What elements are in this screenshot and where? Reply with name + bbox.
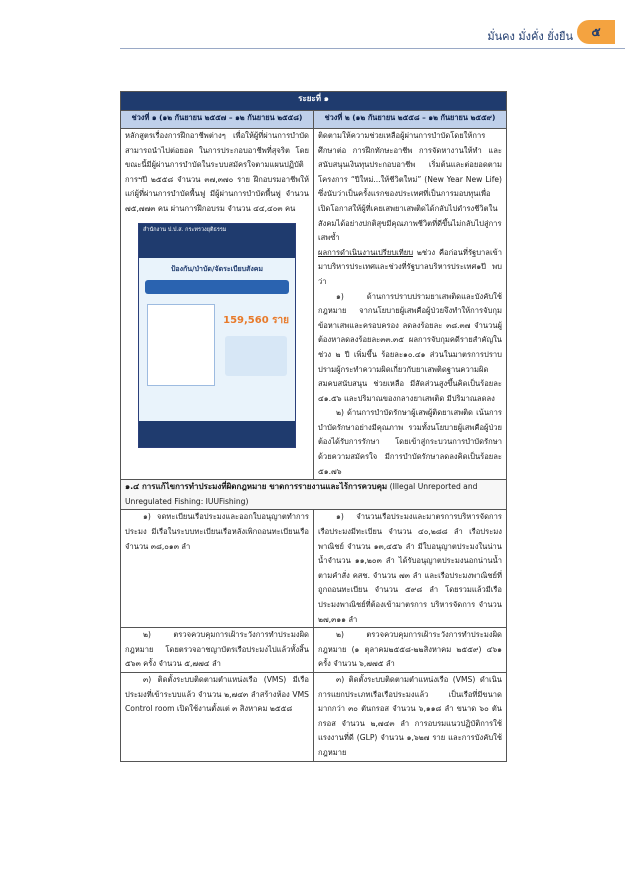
phase-table (120, 91, 507, 762)
item2-col2 (314, 628, 507, 673)
table-row (121, 510, 507, 628)
poster-text-panel (147, 304, 215, 386)
header-slogan: มั่นคง มั่งคั่ง ยั่งยืน (487, 30, 573, 43)
phase-title: ระยะที่ ๑ (121, 92, 507, 111)
row1-col2 (314, 129, 507, 480)
page-number-badge: ๕ (577, 20, 615, 44)
header-divider (120, 48, 625, 49)
item1-col2 (314, 510, 507, 628)
page-header (0, 0, 625, 60)
section-title-en: (Illegal Unreported and Unregulated Fishing: IUUFishing) (125, 482, 478, 506)
row1-col2-p2-rest: ๒ช่วง คือก่อนที่รัฐบาลเข้ามาบริหารประเทศและช่วงที่รัฐบาลบริหารประเทศ๑ปี พบว่า (318, 247, 502, 286)
row1-col2-p3: ๑) ด้านการปราบปรามยาเสพติดและบังคับใช้กฎหมาย จากนโยบายผู้เสพคือผู้ป่วยจึงทำให้การจับกุมข้อหาเสพและครอบครอง ลดลงร้อยละ ๓๘.๓๗ จำนวนผู้ต้องหาลดลงร้อยละ๓๓.๓๕ ผลการจับกุมคดีรายสำคัญในช่วง ๒ ปี เพิ่มขึ้น ร้อยละ๑๐.๔๑ ส่วนในมาตรการปราบปรามผู้กระทำความผิดเกี่ยวกับยาเสพติดฐานความผิดสมคบสนับสนุน ช่วยเหลือ มีสัดส่วนสูงขึ้นคิดเป็นร้อยละ ๔๑.๕๖ และปริมาณของกลางยาเสพติด มีปริมาณลดลง (318, 291, 502, 403)
item2-col2-text: ๒) ตรวจควบคุมการเฝ้าระวังการทำประมงผิดกฎหมาย (๑ ตุลาคม๒๕๕๘-๒๒สิงหาคม ๒๕๕๙) ๔๖๑ ครั้ง จำนวน ๖,๗๗๕ ลำ (318, 630, 502, 669)
item1-col2-text: ๑) จำนวนเรือประมงและมาตรการบริหารจัดการเรือประมงมีทะเบียน จำนวน ๔๐,๒๘๘ ลำ เรือประมงพาณิชย์ จำนวน ๑๓,๔๕๖ ลำ มีใบอนุญาตประมงในน่านน้ำจำนวน ๑๑,๒๐๓ ลำ ได้รับอนุญาตประมงนอกน่านน้ำตามคำสั่ง คสช. จำนวน ๗๓ ลำ และเรือประมงพาณิชย์ที่ถูกถอนทะเบียน จำนวน ๕๙๘ ลำ โดยรวมแล้วมีเรือประมงพาณิชย์ที่ต้องเข้ามาตรการ บริหารจัดการ จำนวน ๒๗,๓๑๑ ลำ (318, 512, 502, 624)
item2-col1 (121, 628, 314, 673)
poster-banner (145, 280, 289, 294)
poster-header (139, 224, 295, 258)
item3-col1-text: ๓) ติดตั้งระบบติดตามตำแหน่งเรือ (VMS) มีเรือประมงที่เข้าระบบแล้ว จำนวน ๒,๗๔๓ ลำสร้างห้อง VMS Control room เปิดใช้งานตั้งแต่ ๓ สิงหาคม ๒๕๕๘ (125, 674, 309, 714)
phase-header-row (121, 92, 507, 111)
item2-col1-text: ๒) ตรวจควบคุมการเฝ้าระวังการทำประมงผิดกฎหมาย โดยตรวจอาชญาบัตรเรือประมงไปแล้วทั้งสิ้น ๕๖๓ ครั้ง จำนวน ๕,๗๗๔ ลำ (125, 630, 309, 669)
infographic-poster (138, 223, 296, 448)
table-row (121, 672, 507, 761)
table-row (121, 129, 507, 480)
row1-col2-p4: ๒) ด้านการบำบัดรักษาผู้เสพผู้ติดยาเสพติด เน้นการบำบัดรักษาอย่างมีคุณภาพ รวมทั้งนโยบายผู้เสพคือผู้ป่วยต้องได้รับการรักษา โดยเข้าสู่กระบวนการบำบัดรักษาด้วยความสมัครใจ มีการบำบัดรักษาลดลงคิดเป็นร้อยละ ๕๑.๗๖ (318, 408, 502, 476)
row1-col1-text: หลักสูตรเรื่องการฝึกอาชีพต่างๆ เพื่อให้ผู้ที่ผ่านการบำบัดสามารถนำไปต่อยอด ในการประกอบอาชีพที่สุจริต โดยขณะนี้มีผู้ผ่านการบำบัดในระบบสมัครใจตามแผนปฏิบัติการฯปี ๒๕๕๘ จำนวน ๓๗,๓๗๐ ราย ฝึกอบรมอาชีพให้แก่ผู้ที่ผ่านการบำบัดพื้นฟู มีผู้ผ่านการบำบัดพื้นฟู จำนวน ๗๕,๗๗๓ คน ผ่านการฝึกอบรม จำนวน ๔๔,๔๐๓ คน (125, 131, 309, 213)
column-header-row (121, 111, 507, 129)
section-title-cell (121, 480, 507, 510)
item1-col1-text: ๑) จดทะเบียนเรือประมงและออกใบอนุญาตทำการประมง มีเรือในระบบทะเบียนเรือหลังเพิกถอนทะเบียนเรือ จำนวน ๓๘,๐๑๓ ลำ (125, 512, 309, 551)
poster-agency: สำนักงาน ป.ป.ส. กระทรวงยุติธรรม (143, 226, 227, 233)
table-row (121, 628, 507, 673)
col2-header: ช่วงที่ ๒ (๑๒ กันยายน ๒๕๕๘ – ๑๒ กันยายน ๒๕๕๙) (314, 111, 507, 129)
section-title: ๑.๔ การแก้ไขการทำประมงที่ผิดกฎหมาย ขาดการรายงานและไร้การควบคุม (125, 482, 388, 492)
section-title-row (121, 480, 507, 510)
poster-highlight: 159,560 ราย (223, 314, 289, 326)
col1-header: ช่วงที่ ๑ (๑๒ กันยายน ๒๕๕๗ – ๑๒ กันยายน ๒๕๕๘) (121, 111, 314, 129)
item3-col2 (314, 672, 507, 761)
item1-col1 (121, 510, 314, 628)
poster-house-graphic (225, 336, 287, 376)
poster-title: ป้องกัน/บำบัด/จัดระเบียบสังคม (170, 264, 264, 273)
row1-col2-p1: ติดตามให้ความช่วยเหลือผู้ผ่านการบำบัดโดยให้การศึกษาต่อ การฝึกทักษะอาชีพ การจัดหางานให้ทำ และสนับสนุนเงินทุนประกอบอาชีพ เริ่มต้นและต่อยอดตามโครงการ “ปีใหม่...ให้ชีวิตใหม่” (New Year New Life) ซึ่งนับว่าเป็นครั้งแรกของประเทศที่เป็นการมอบทุนเพื่อเปิดโอกาสให้ผู้ที่เคยเสพยาเสพติดได้กลับไปดำรงชีวิตในสังคมได้อย่างปกติสุขมีคุณภาพชีวิตที่ดีขึ้นไม่กลับไปสู่การเสพซ้ำ (318, 131, 502, 243)
item3-col2-text: ๓) ติดตั้งระบบติดตามตำแหน่งเรือ (VMS) ดำเนินการแยกประเภทเรือเรือประมงแล้ว เป็นเรือที่มีขนาดมากกว่า ๓๐ ตันกรอส จำนวน ๖,๑๑๘ ลำ ขนาด ๖๐ ตันกรอส จำนวน ๒,๗๔๓ ลำ การอบรมแนวปฏิบัติการใช้แรงงานที่ดี (GLP) จำนวน ๑,๖๒๗ ราย และการบังคับใช้กฎหมาย (318, 674, 502, 757)
row1-col2-p2-underlined: ผลการดำเนินงานเปรียบเทียบ (318, 247, 414, 257)
row1-col1 (121, 129, 314, 480)
poster-footer (139, 421, 295, 447)
item3-col1 (121, 672, 314, 761)
